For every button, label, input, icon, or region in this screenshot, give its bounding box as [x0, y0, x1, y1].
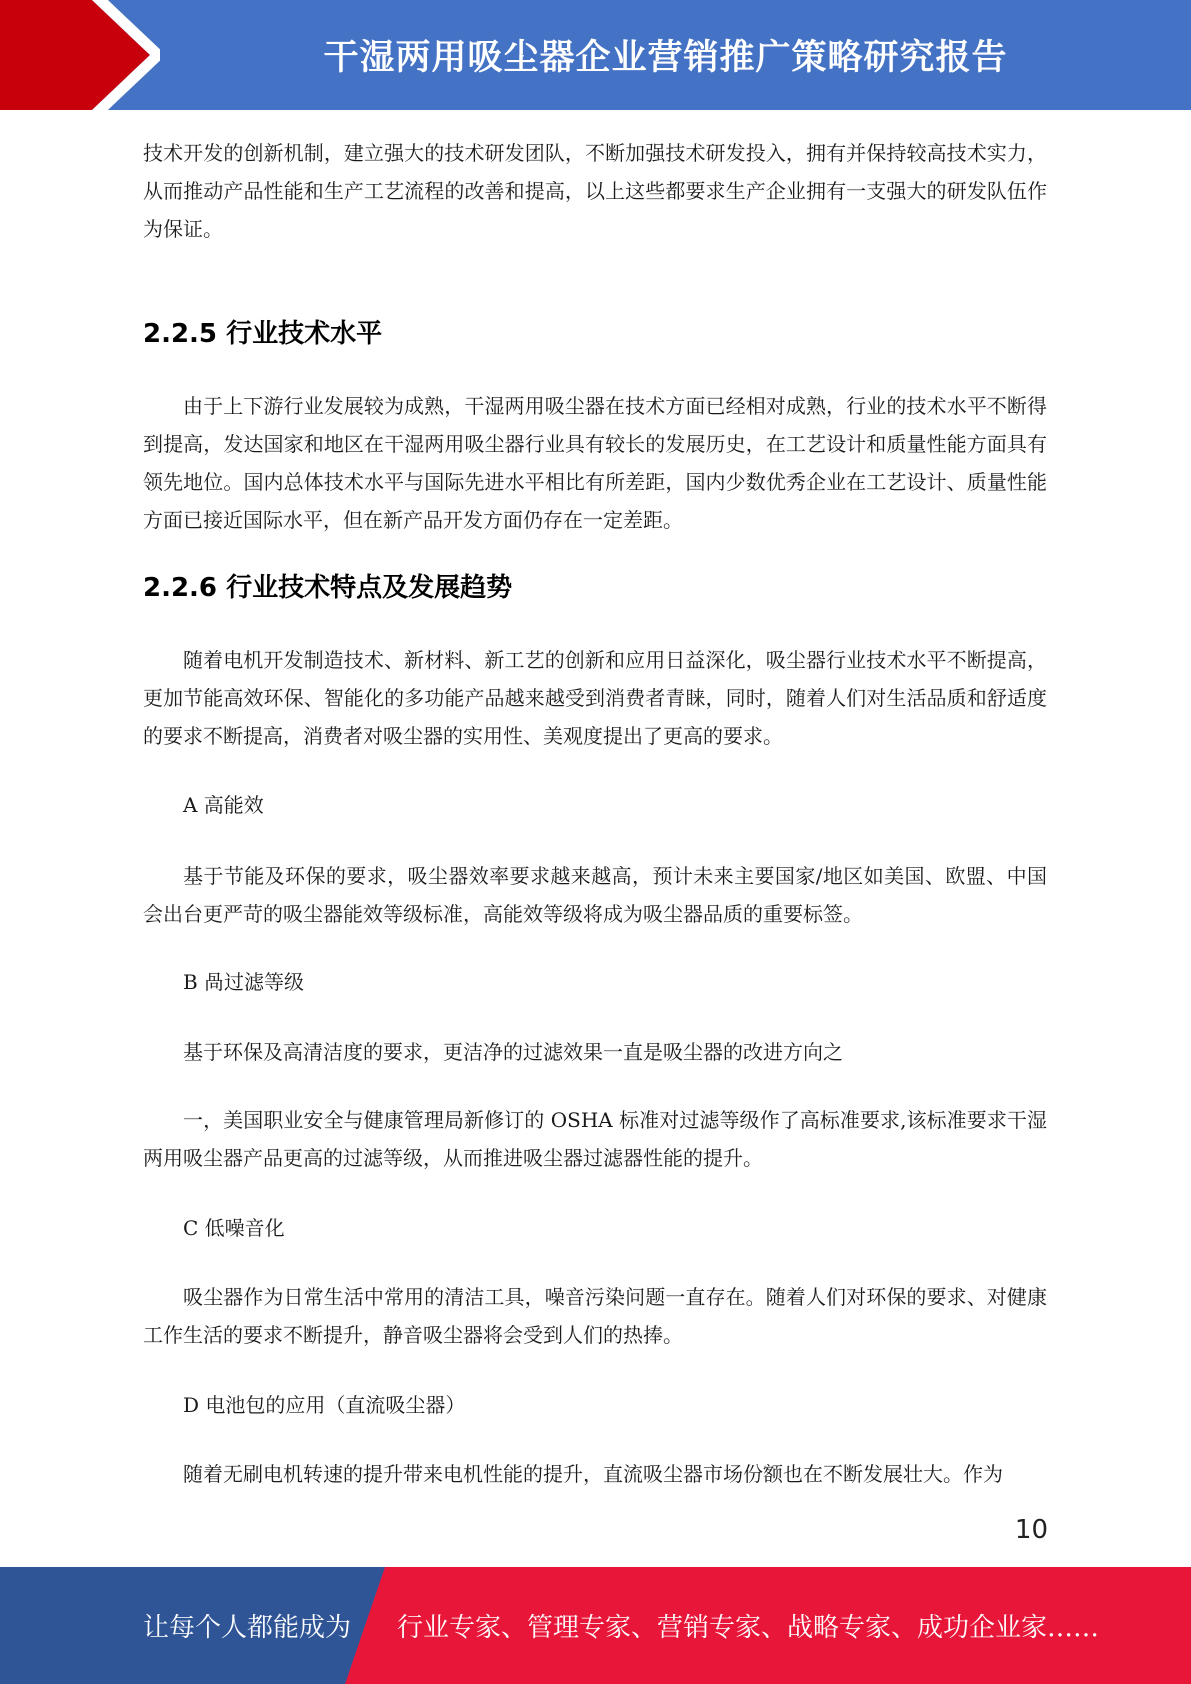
item-a-text: 基于节能及环保的要求，吸尘器效率要求越来越高，预计未来主要国家/地区如美国、欧盟、中国会出台更严苛的吸尘器能效等级标准，高能效等级将成为吸尘器品质的重要标签。 — [143, 864, 1047, 926]
item-d-title: D 电池包的应用（直流吸尘器） — [183, 1393, 466, 1417]
chevron-decoration-icon — [0, 0, 160, 110]
item-b-text-1: 基于环保及高清洁度的要求，更洁净的过滤效果一直是吸尘器的改进方向之 — [183, 1040, 843, 1064]
item-c-title: C 低噪音化 — [183, 1216, 285, 1240]
footer-slogan-right: 行业专家、管理专家、营销专家、战略专家、成功企业家…… — [397, 1613, 1100, 1643]
item-c-text: 吸尘器作为日常生活中常用的清洁工具，噪音污染问题一直存在。随着人们对环保的要求、对健康工作生活的要求不断提升，静音吸尘器将会受到人们的热捧。 — [143, 1285, 1047, 1347]
page-number: 10 — [1014, 1515, 1048, 1545]
document-title: 干湿两用吸尘器企业营销推广策略研究报告 — [323, 38, 1008, 78]
footer-slogan-left: 让每个人都能成为 — [143, 1613, 352, 1643]
heading-2-2-5: 2.2.5 行业技术水平 — [143, 319, 383, 349]
paragraph-2-2-5: 由于上下游行业发展较为成熟，干湿两用吸尘器在技术方面已经相对成熟，行业的技术水平不断得到提高，发达国家和地区在干湿两用吸尘器行业具有较长的发展历史，在工艺设计和质量性能方面具有领先地位。国内总体技术水平与国际先进水平相比有所差距，国内少数优秀企业在工艺设计、质量性能方面已接近国际水平，但在新产品开发方面仍存在一定差距。 — [143, 394, 1047, 532]
paragraph-2-2-6: 随着电机开发制造技术、新材料、新工艺的创新和应用日益深化，吸尘器行业技术水平不断提高，更加节能高效环保、智能化的多功能产品越来越受到消费者青睐，同时，随着人们对生活品质和舒适度的要求不断提高，消费者对吸尘器的实用性、美观度提出了更高的要求。 — [143, 648, 1047, 748]
paragraph-intro: 技术开发的创新机制，建立强大的技术研发团队，不断加强技术研发投入，拥有并保持较高技术实力，从而推动产品性能和生产工艺流程的改善和提高，以上这些都要求生产企业拥有一支强大的研发队伍作为保证。 — [143, 141, 1047, 241]
footer-banner — [0, 1567, 1191, 1684]
item-a-title: A 高能效 — [183, 793, 264, 817]
header-banner — [0, 0, 1191, 110]
item-b-title: B 咼过滤等级 — [183, 970, 305, 994]
heading-2-2-6: 2.2.6 行业技术特点及发展趋势 — [143, 573, 513, 603]
item-b-text-2: 一，美国职业安全与健康管理局新修订的 OSHA 标准对过滤等级作了高标准要求,该标准要求干湿两用吸尘器产品更高的过滤等级，从而推进吸尘器过滤器性能的提升。 — [143, 1108, 1047, 1170]
item-d-text: 随着无刷电机转速的提升带来电机性能的提升，直流吸尘器市场份额也在不断发展壮大。作为 — [183, 1462, 1003, 1486]
